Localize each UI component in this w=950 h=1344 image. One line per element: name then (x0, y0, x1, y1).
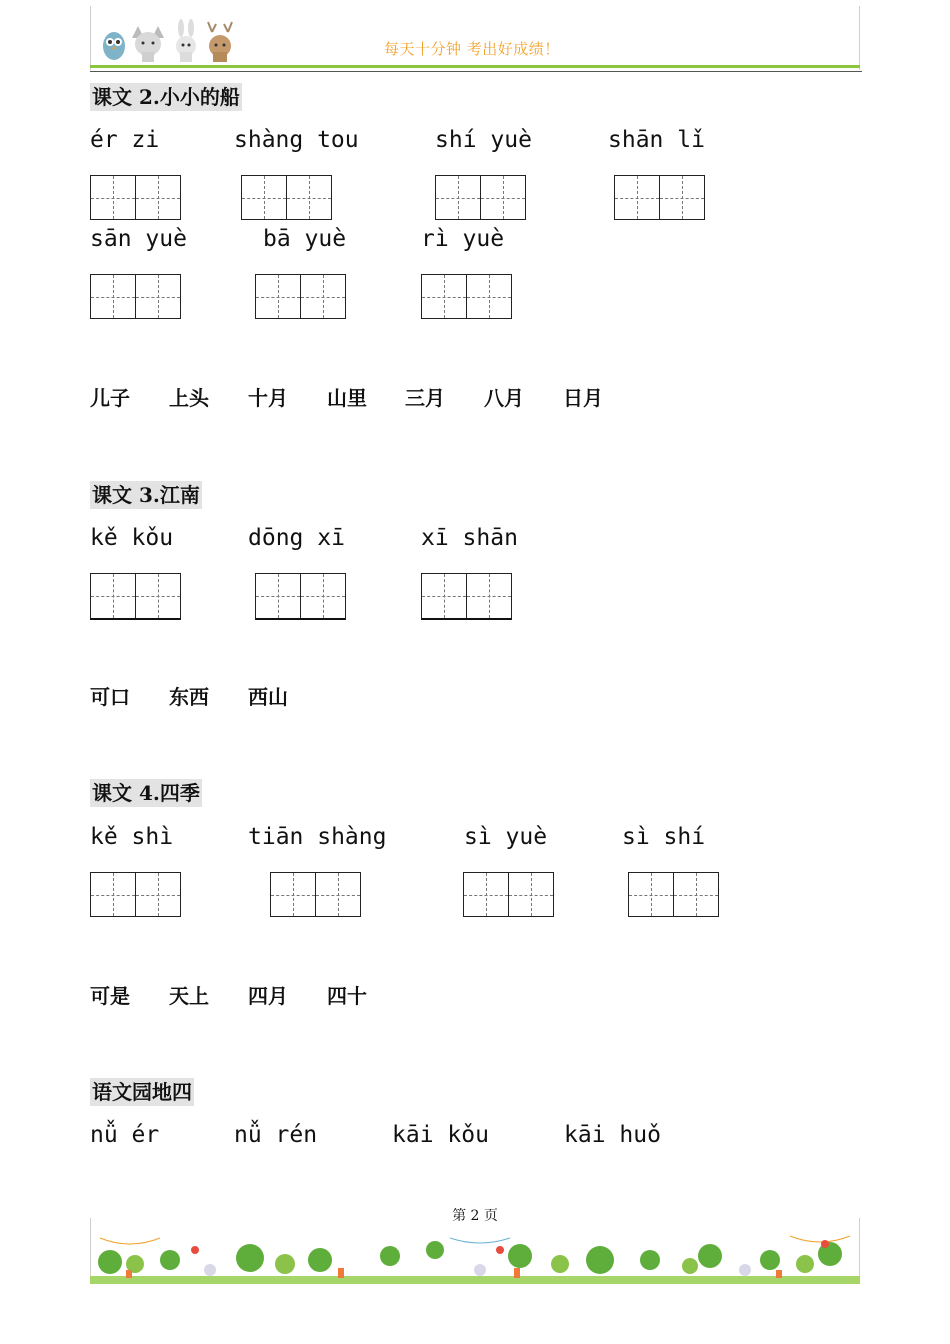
pinyin-item: sì yuè (464, 824, 548, 850)
writing-grid[interactable] (90, 573, 181, 620)
pinyin-item: shān lǐ (608, 127, 705, 153)
fox-icon (132, 26, 164, 62)
writing-grid[interactable] (270, 872, 361, 917)
pinyin-item: sì shí (622, 824, 706, 850)
page-number: 第 2 页 (452, 1208, 498, 1224)
word-item: 八月 (484, 386, 524, 410)
writing-grid[interactable] (628, 872, 719, 917)
section-title-lesson3: 课文 3.江南 (92, 483, 200, 507)
word-item: 十月 (248, 386, 288, 410)
writing-grid[interactable] (241, 175, 332, 220)
writing-grid[interactable] (90, 274, 181, 319)
animal-illustrations (100, 18, 240, 64)
writing-grid[interactable] (435, 175, 526, 220)
pinyin-item: kāi kǒu (392, 1122, 489, 1148)
header-tagline: 每天十分钟 考出好成绩！ (384, 40, 560, 58)
pinyin-item: dōng xī (248, 525, 345, 551)
word-item: 天上 (169, 984, 209, 1008)
pinyin-item: sān yuè (90, 226, 187, 252)
pinyin-item: nǚ rén (234, 1122, 318, 1148)
pinyin-item: bā yuè (263, 226, 347, 252)
word-item: 日月 (563, 386, 603, 410)
pinyin-item: kě kǒu (90, 525, 174, 551)
writing-grid[interactable] (463, 872, 554, 917)
header-green-rule (90, 65, 860, 68)
pinyin-item: kāi huǒ (564, 1122, 661, 1148)
writing-grid[interactable] (614, 175, 705, 220)
rabbit-icon (176, 19, 196, 62)
word-item: 可是 (90, 984, 130, 1008)
deer-icon (208, 22, 232, 62)
writing-grid[interactable] (255, 274, 346, 319)
word-item: 西山 (248, 685, 288, 709)
section-title-lesson2: 课文 2.小小的船 (92, 85, 240, 109)
header-dark-rule (90, 71, 862, 72)
word-item: 可口 (90, 685, 130, 709)
pinyin-item: xī shān (421, 525, 518, 551)
word-item: 四十 (327, 984, 367, 1008)
writing-grid[interactable] (421, 274, 512, 319)
pinyin-item: shí yuè (435, 127, 532, 153)
section-title-garden4: 语文园地四 (92, 1080, 192, 1104)
footer-scenery (90, 1230, 860, 1284)
word-item: 上头 (169, 386, 209, 410)
pinyin-item: tiān shàng (248, 824, 387, 850)
word-item: 儿子 (90, 386, 130, 410)
pinyin-item: ér zi (90, 127, 160, 153)
writing-grid[interactable] (90, 872, 181, 917)
section-title-lesson4: 课文 4.四季 (92, 781, 200, 805)
pinyin-item: nǚ ér (90, 1122, 160, 1148)
owl-icon (103, 32, 125, 60)
writing-grid[interactable] (255, 573, 346, 620)
word-item: 三月 (405, 386, 445, 410)
pinyin-item: rì yuè (421, 226, 505, 252)
pinyin-item: shàng tou (234, 127, 359, 153)
writing-grid[interactable] (90, 175, 181, 220)
writing-grid[interactable] (421, 573, 512, 620)
word-item: 东西 (169, 685, 209, 709)
pinyin-item: kě shì (90, 824, 174, 850)
word-item: 四月 (248, 984, 288, 1008)
word-item: 山里 (327, 386, 367, 410)
